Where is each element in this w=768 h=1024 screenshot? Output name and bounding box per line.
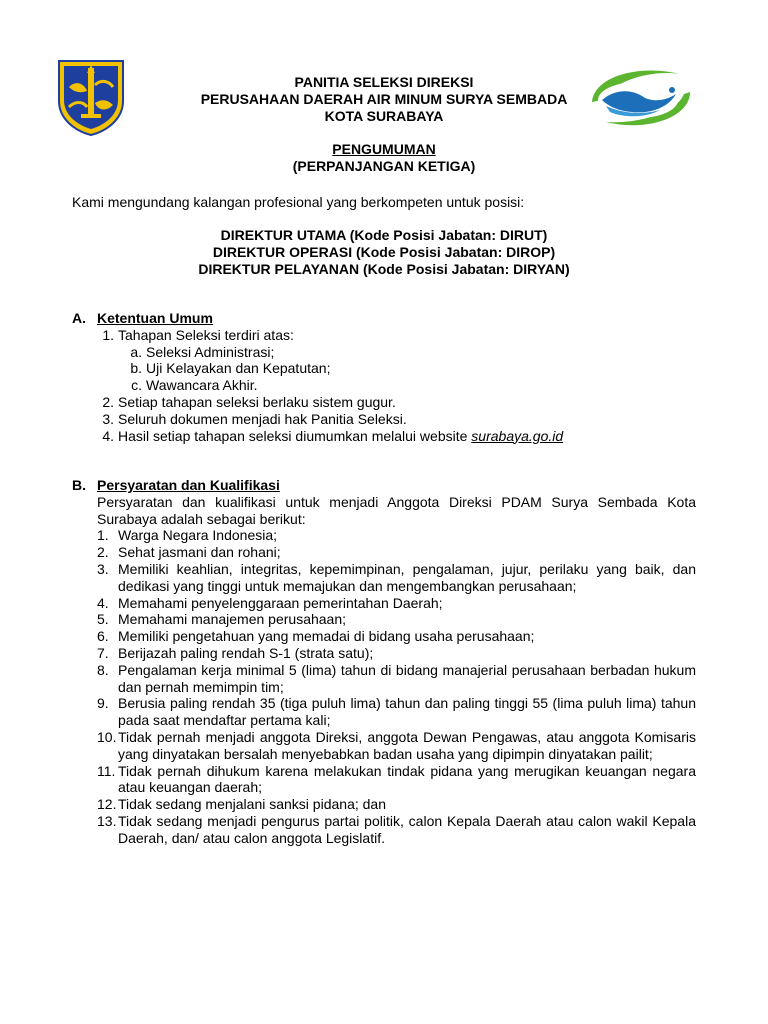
sub-list-item xyxy=(72,344,696,361)
item-text: Tidak sedang menjalani sanksi pidana; dan xyxy=(118,796,386,813)
sub-item-letter: b. xyxy=(130,360,142,377)
item-text: Tidak pernah dihukum karena melakukan tindak pidana yang merugikan keuangan negara atau keuangan daerah; xyxy=(118,762,696,796)
section-a-heading xyxy=(72,310,696,327)
header-city: KOTA SURABAYA xyxy=(324,108,444,124)
item-text: Berusia paling rendah 35 (tiga puluh lima) tahun dan paling tinggi 55 (lima puluh lima) tahun pada saat mendaftar pertama kali; xyxy=(118,695,696,729)
item-text: Memiliki pengetahuan yang memadai di bidang usaha perusahaan; xyxy=(118,628,535,645)
item-text: Hasil setiap tahapan seleksi diumumkan melalui website xyxy=(118,427,468,444)
section-b-intro: Persyaratan dan kualifikasi untuk menjadi Anggota Direksi PDAM Surya Sembada Kota Surabaya adalah sebagai berikut: xyxy=(97,493,696,527)
announcement-title: PENGUMUMAN xyxy=(332,141,436,157)
list-item xyxy=(72,527,696,544)
sub-item-letter: a. xyxy=(130,343,142,360)
announcement-subtitle: (PERPANJANGAN KETIGA) xyxy=(292,158,476,174)
position-item: DIREKTUR PELAYANAN (Kode Posisi Jabatan: DIRYAN) xyxy=(198,261,570,277)
header-company: PERUSAHAAN DAERAH AIR MINUM SURYA SEMBADA xyxy=(200,91,568,107)
sub-item-text: Uji Kelayakan dan Kepatutan; xyxy=(146,360,331,377)
list-item xyxy=(72,544,696,561)
item-number: 4. xyxy=(97,594,109,611)
item-text: Memahami manajemen perusahaan; xyxy=(118,611,347,628)
list-item xyxy=(72,394,696,411)
item-number: 2. xyxy=(97,544,109,561)
item-number: 6. xyxy=(97,628,109,645)
sub-item-text: Seleksi Administrasi; xyxy=(146,343,275,360)
list-item xyxy=(72,813,696,847)
item-number: 1. xyxy=(97,527,109,544)
section-a-letter: A. xyxy=(72,310,86,326)
item-number: 12. xyxy=(97,796,117,813)
list-item xyxy=(72,645,696,662)
item-number: 3. xyxy=(97,560,109,577)
sub-item-letter: c. xyxy=(131,377,142,394)
item-number: 8. xyxy=(97,661,109,678)
section-general-provisions xyxy=(72,310,696,444)
list-item xyxy=(72,561,696,595)
item-text: Seluruh dokumen menjadi hak Panitia Seleksi. xyxy=(118,410,407,427)
item-text: Memahami penyelenggaraan pemerintahan Daerah; xyxy=(118,594,443,611)
section-b-letter: B. xyxy=(72,477,86,493)
list-item xyxy=(72,628,696,645)
item-text: Tahapan Seleksi terdiri atas: xyxy=(118,326,294,343)
section-requirements xyxy=(72,477,696,847)
list-item xyxy=(72,411,696,428)
list-item xyxy=(72,796,696,813)
item-number: 4. xyxy=(102,427,114,444)
item-number: 5. xyxy=(97,611,109,628)
sub-list-item xyxy=(72,377,696,394)
item-text: Tidak pernah menjadi anggota Direksi, anggota Dewan Pengawas, atau anggota Komisaris yang dinyatakan bersalah menyebabkan badan usaha yang dipimpin dinyatakan pailit; xyxy=(118,728,696,762)
item-text: Tidak sedang menjadi pengurus partai politik, calon Kepala Daerah atau calon wakil Kepala Daerah, dan/ atau calon anggota Legislatif. xyxy=(118,812,696,846)
item-number: 2. xyxy=(102,393,114,410)
positions-list xyxy=(0,227,768,278)
list-item xyxy=(72,695,696,729)
item-text: Sehat jasmani dan rohani; xyxy=(118,544,281,561)
item-number: 1. xyxy=(102,326,114,343)
item-text: Setiap tahapan seleksi berlaku sistem gugur. xyxy=(118,393,396,410)
announcement-heading xyxy=(0,141,768,175)
list-item xyxy=(72,327,696,344)
list-item xyxy=(72,595,696,612)
item-number: 13. xyxy=(97,812,117,829)
item-number: 11. xyxy=(97,762,116,779)
sub-list-item xyxy=(72,360,696,377)
item-text: Memiliki keahlian, integritas, kepemimpinan, pengalaman, jujur, perilaku yang baik, dan dedikasi yang tinggi untuk memajukan dan mengembangkan perusahaan; xyxy=(118,560,696,594)
document-header xyxy=(0,74,768,125)
header-committee: PANITIA SELEKSI DIREKSI xyxy=(294,74,474,90)
item-number: 3. xyxy=(102,410,114,427)
intro-text: Kami mengundang kalangan profesional yang berkompeten untuk posisi: xyxy=(72,194,525,210)
list-item xyxy=(72,729,696,763)
list-item xyxy=(72,763,696,797)
item-number: 9. xyxy=(97,695,109,712)
item-number: 7. xyxy=(97,644,109,661)
sub-item-text: Wawancara Akhir. xyxy=(146,377,258,394)
item-number: 10. xyxy=(97,728,117,745)
section-a-title: Ketentuan Umum xyxy=(97,310,213,326)
requirements-list xyxy=(72,527,696,846)
list-item xyxy=(72,611,696,628)
section-b-title: Persyaratan dan Kualifikasi xyxy=(97,477,280,493)
section-b-heading xyxy=(72,477,696,494)
list-item xyxy=(72,662,696,696)
item-text: Warga Negara Indonesia; xyxy=(118,527,278,544)
position-item: DIREKTUR UTAMA (Kode Posisi Jabatan: DIRUT) xyxy=(220,227,548,243)
item-text: Berijazah paling rendah S-1 (strata satu); xyxy=(118,644,374,661)
position-item: DIREKTUR OPERASI (Kode Posisi Jabatan: DIROP) xyxy=(212,244,556,260)
item-text: Pengalaman kerja minimal 5 (lima) tahun di bidang manajerial perusahaan berbadan hukum dan pernah memimpin tim; xyxy=(118,661,696,695)
website-link[interactable]: surabaya.go.id xyxy=(471,427,564,444)
list-item xyxy=(72,428,696,445)
